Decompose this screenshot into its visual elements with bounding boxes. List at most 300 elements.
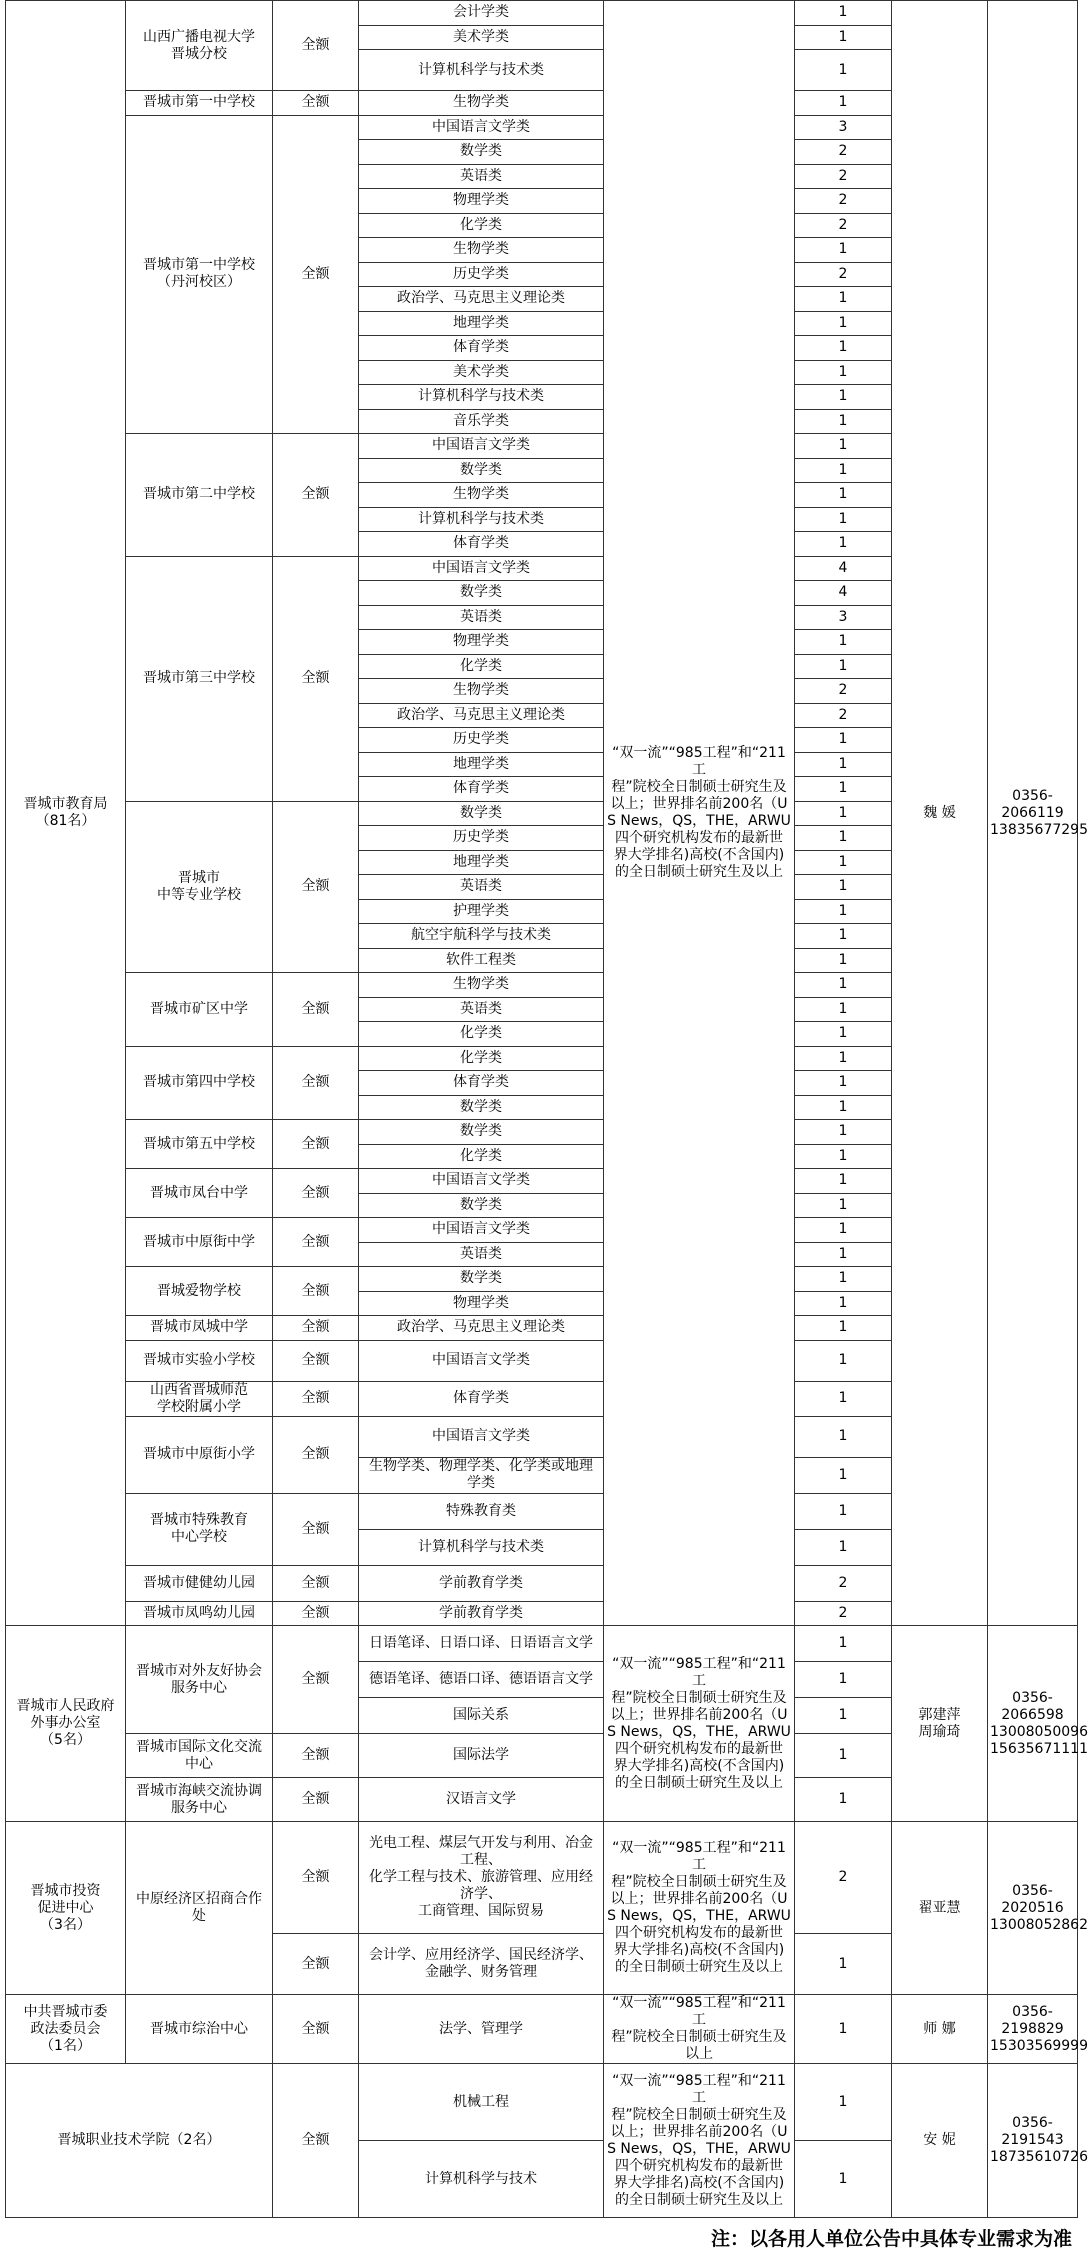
- major-text: 学前教育学类: [439, 1604, 523, 1621]
- major-text: 政治学、马克思主义理论类: [397, 1319, 565, 1336]
- unit-name-text: 中心: [185, 1755, 213, 1772]
- quota-type-text: 全额: [301, 1604, 330, 1621]
- requirement-text: 界大学排名)高校(不含国内): [613, 1757, 785, 1774]
- major: [359, 91, 604, 116]
- major: [359, 777, 604, 802]
- headcount: [795, 311, 892, 336]
- major-text: 计算机科学与技术类: [418, 1538, 544, 1555]
- major: [359, 924, 604, 949]
- requirement-text: 四个研究机构发布的最新世: [615, 830, 783, 846]
- major-text: 中国语言文学类: [432, 1221, 530, 1238]
- requirement-text: “双一流”“985工程”和“211工: [612, 1655, 786, 1689]
- major-text: 德语笔译、德语口译、德语语言文学: [369, 1671, 593, 1687]
- headcount: [795, 1529, 892, 1565]
- headcount-text: 4: [838, 584, 848, 601]
- major: [359, 605, 604, 630]
- major-text: 学前教育学类: [439, 1574, 523, 1591]
- major: [359, 973, 604, 998]
- headcount-text: 1: [838, 314, 848, 331]
- headcount-text: 1: [838, 1025, 848, 1042]
- unit-name: [126, 1169, 273, 1218]
- headcount-text: 1: [838, 1123, 848, 1140]
- contact-phone-text: 13008050096: [990, 1723, 1088, 1740]
- major-text: 生物学类: [453, 94, 509, 111]
- headcount: [795, 752, 892, 777]
- headcount-text: 1: [838, 1791, 848, 1807]
- headcount-text: 1: [838, 1635, 848, 1651]
- quota-type: [273, 1601, 359, 1626]
- footnote: 注：以各用人单位公告中具体专业需求为准: [710, 2228, 1072, 2250]
- major: [359, 654, 604, 679]
- unit-name: [126, 1, 273, 91]
- major: [359, 409, 604, 434]
- headcount: [795, 1734, 892, 1778]
- major-text: 中国语言文学类: [432, 1172, 530, 1189]
- headcount: [795, 679, 892, 704]
- quota-type-text: 全额: [301, 265, 330, 282]
- major-text: 体育学类: [453, 1390, 509, 1406]
- requirement-text: 四个研究机构发布的最新世: [615, 1740, 783, 1757]
- quota-type: [273, 1340, 359, 1381]
- unit-name: [126, 1120, 273, 1169]
- requirement-text: 程”院校全日制硕士研究生及: [611, 779, 787, 795]
- unit-name: [126, 1601, 273, 1626]
- major: [359, 1340, 604, 1381]
- major: [359, 581, 604, 606]
- major-text: 音乐学类: [453, 412, 509, 429]
- headcount: [795, 140, 892, 165]
- unit-name-text: 学校附属小学: [157, 1398, 241, 1415]
- contact-person-text: 翟亚慧: [918, 1899, 961, 1916]
- major: [359, 1022, 604, 1047]
- unit-name: [126, 1046, 273, 1120]
- headcount: [795, 458, 892, 483]
- contact-phone-text: 13835677295: [990, 821, 1088, 838]
- major: [359, 1046, 604, 1071]
- unit-name-text: 晋城市中原街中学: [143, 1233, 255, 1250]
- major: [359, 1457, 604, 1493]
- major-text: 地理学类: [453, 314, 509, 331]
- major-text: 国际关系: [453, 1707, 509, 1723]
- dept-inv-text: 促进中心: [37, 1899, 94, 1916]
- major: [359, 948, 604, 973]
- headcount: [795, 262, 892, 287]
- quota-type: [273, 1218, 359, 1267]
- headcount-text: 2: [838, 1574, 848, 1591]
- major-text: 生物学类: [453, 976, 509, 993]
- quota-type: [273, 801, 359, 973]
- major: [359, 385, 604, 410]
- quota-type-text: 全额: [301, 1319, 330, 1336]
- major-text: 学类: [467, 1475, 495, 1491]
- unit-name-text: 晋城市凤台中学: [150, 1184, 248, 1201]
- quota-type-text: 全额: [301, 1390, 330, 1406]
- unit-name-text: （丹河校区）: [157, 274, 241, 291]
- major: [359, 728, 604, 753]
- major: [359, 630, 604, 655]
- major-text: 工程、: [460, 1852, 502, 1868]
- dept-edu-text: 晋城市教育局: [23, 796, 108, 812]
- major-text: 生物学类: [453, 486, 509, 503]
- headcount-text: 1: [838, 1294, 848, 1311]
- unit-name-text: 晋城市第一中学校: [143, 257, 255, 274]
- headcount: [795, 777, 892, 802]
- headcount-text: 1: [838, 657, 848, 674]
- contact-person-text: 魏 媛: [923, 804, 956, 821]
- major-text: 体育学类: [453, 780, 509, 797]
- contact-phone-text: 13008052862: [990, 1916, 1088, 1933]
- headcount-text: 1: [838, 1172, 848, 1189]
- quota-type: [273, 1565, 359, 1601]
- major: [359, 164, 604, 189]
- major-text: 日语笔译、日语口译、日语语言文学: [369, 1635, 593, 1651]
- quota-type: [273, 1416, 359, 1493]
- headcount-text: 1: [838, 1955, 848, 1972]
- major-text: 物理学类: [453, 633, 509, 650]
- headcount: [795, 115, 892, 140]
- headcount: [795, 1193, 892, 1218]
- headcount: [795, 605, 892, 630]
- unit-name-text: 晋城市: [178, 869, 220, 886]
- requirement-text: 以上；世界排名前200名（U: [610, 1891, 788, 1907]
- unit-name: [126, 1995, 273, 2064]
- quota-type-text: 全额: [301, 1135, 330, 1152]
- major-text: 特殊教育类: [446, 1502, 516, 1519]
- headcount-text: 1: [838, 290, 848, 307]
- unit-name-text: 晋城市对外友好协会: [136, 1662, 262, 1679]
- unit-name-text: 晋城爱物学校: [157, 1282, 241, 1299]
- dept-inv-text: 晋城市投资: [30, 1882, 101, 1899]
- major-text: 历史学类: [453, 265, 509, 282]
- quota-type: [273, 434, 359, 557]
- table-row: [6, 2064, 1078, 2141]
- contact-phone-text: 0356-2191543: [1001, 2115, 1064, 2148]
- quota-type: [273, 1734, 359, 1778]
- quota-type-text: 全额: [301, 670, 330, 686]
- headcount-text: 3: [838, 608, 848, 625]
- major: [359, 1144, 604, 1169]
- quota-type-text: 全额: [301, 1747, 330, 1763]
- requirement-text: S News，QS，THE，ARWU: [607, 1723, 791, 1740]
- quota-type-text: 全额: [301, 1791, 330, 1807]
- major: [359, 262, 604, 287]
- headcount: [795, 507, 892, 532]
- headcount: [795, 1144, 892, 1169]
- quota-type: [273, 973, 359, 1047]
- headcount-text: 1: [838, 755, 848, 772]
- unit-name-text: 晋城市第五中学校: [143, 1135, 255, 1152]
- major: [359, 50, 604, 91]
- contact-phone: [988, 1626, 1088, 1822]
- contact-phone-text: 15635671111: [990, 1740, 1088, 1757]
- dept-pol-text: （1名）: [40, 2037, 91, 2054]
- headcount-text: 1: [838, 804, 848, 821]
- headcount: [795, 1340, 892, 1381]
- requirement-text: 的全日制硕士研究生及以上: [615, 1959, 783, 1975]
- major: [359, 1493, 604, 1529]
- headcount: [795, 899, 892, 924]
- major: [359, 1734, 604, 1778]
- major-text: 法学、管理学: [439, 2020, 523, 2037]
- major-text: 数学类: [460, 804, 502, 821]
- table-row: [6, 1822, 1078, 1934]
- major-text: 中国语言文学类: [432, 559, 530, 576]
- dept-fao-text: （5名）: [40, 1732, 91, 1748]
- contact-phone-text: 15303569999: [990, 2037, 1088, 2054]
- headcount: [795, 1626, 892, 1662]
- quota-type-text: 全额: [301, 1520, 330, 1537]
- major-text: 航空宇航科学与技术类: [411, 927, 551, 944]
- headcount: [795, 1071, 892, 1096]
- major: [359, 1267, 604, 1292]
- headcount-text: 2: [838, 1604, 848, 1621]
- quota-type: [273, 1120, 359, 1169]
- major: [359, 532, 604, 557]
- major: [359, 679, 604, 704]
- headcount: [795, 360, 892, 385]
- quota-type-text: 全额: [301, 878, 330, 895]
- contact-person-text: 师 娜: [923, 2020, 956, 2037]
- headcount: [795, 385, 892, 410]
- quota-type: [273, 1267, 359, 1316]
- headcount: [795, 213, 892, 238]
- unit-name-text: 中心学校: [171, 1529, 227, 1545]
- contact-person: [892, 1626, 988, 1822]
- quota-type: [273, 1316, 359, 1341]
- major-text: 机械工程: [453, 2093, 509, 2110]
- major-text: 生物学类: [453, 682, 509, 699]
- major-text: 数学类: [460, 143, 502, 160]
- headcount-text: 1: [838, 2093, 848, 2110]
- headcount-text: 1: [838, 412, 848, 429]
- headcount: [795, 654, 892, 679]
- table-row: [6, 1626, 1078, 1662]
- unit-name: [126, 973, 273, 1047]
- major-text: 中国语言文学类: [432, 437, 530, 454]
- unit-name-text: 处: [192, 1908, 206, 1924]
- requirement-text: 的全日制硕士研究生及以上: [615, 1774, 783, 1791]
- headcount: [795, 1291, 892, 1316]
- major: [359, 875, 604, 900]
- unit-name-text: 晋城市国际文化交流: [136, 1738, 262, 1755]
- major: [359, 1193, 604, 1218]
- quota-type-text: 全额: [301, 2132, 330, 2148]
- quota-type: [273, 1778, 359, 1822]
- contact-person-text: 郭建萍: [918, 1706, 961, 1723]
- headcount-text: 1: [838, 927, 848, 944]
- unit-name-text: 晋城市海峡交流协调: [136, 1782, 262, 1799]
- headcount-text: 1: [838, 878, 848, 895]
- unit-name: [126, 115, 273, 434]
- major-text: 数学类: [460, 1270, 502, 1287]
- headcount-text: 1: [838, 2170, 848, 2187]
- quota-type-text: 全额: [301, 1282, 330, 1299]
- dept-pol-text: 政法委员会: [30, 2020, 101, 2037]
- dept-fao-text: 晋城市人民政府: [16, 1698, 115, 1714]
- headcount: [795, 164, 892, 189]
- major-text: 英语类: [460, 1245, 502, 1262]
- unit-name-text: 晋城市第二中学校: [143, 486, 255, 503]
- contact-phone: [988, 2064, 1088, 2218]
- unit-name-text: 中原经济区招商合作: [136, 1891, 262, 1907]
- major-text: 计算机科学与技术类: [418, 61, 544, 78]
- dept-edu: [6, 1, 126, 1626]
- quota-type-text: 全额: [301, 94, 330, 111]
- unit-name: [126, 91, 273, 116]
- headcount: [795, 409, 892, 434]
- requirement-text: 的全日制硕士研究生及以上: [615, 864, 783, 880]
- headcount-text: 1: [838, 731, 848, 748]
- major: [359, 1529, 604, 1565]
- headcount: [795, 189, 892, 214]
- headcount-text: 3: [838, 118, 848, 135]
- headcount-text: 1: [838, 976, 848, 993]
- major: [359, 213, 604, 238]
- major: [359, 1095, 604, 1120]
- major-text: 体育学类: [453, 535, 509, 552]
- contact-person-text: 安 妮: [923, 2132, 956, 2148]
- requirement: [604, 2064, 795, 2218]
- requirement-text: 四个研究机构发布的最新世: [615, 1925, 783, 1941]
- unit-name-text: 晋城市矿区中学: [150, 1000, 248, 1017]
- headcount-text: 1: [838, 1428, 848, 1444]
- requirement-text: 界大学排名)高校(不含国内): [613, 847, 785, 863]
- major-text: 数学类: [460, 1123, 502, 1140]
- headcount-text: 1: [838, 1049, 848, 1066]
- unit-name-text: 服务中心: [171, 1799, 227, 1816]
- quota-type-text: 全额: [301, 1955, 330, 1972]
- major-text: 地理学类: [453, 853, 509, 870]
- requirement-text: 程”院校全日制硕士研究生及: [611, 1689, 787, 1706]
- major: [359, 483, 604, 508]
- headcount: [795, 1267, 892, 1292]
- headcount-text: 1: [838, 1147, 848, 1164]
- headcount: [795, 826, 892, 851]
- major: [359, 287, 604, 312]
- unit-name-text: 晋城市健健幼儿园: [143, 1574, 255, 1591]
- major-text: 化学类: [460, 657, 502, 674]
- headcount: [795, 25, 892, 50]
- major-text: 美术学类: [453, 28, 509, 45]
- headcount: [795, 2064, 892, 2141]
- headcount: [795, 1316, 892, 1341]
- headcount: [795, 728, 892, 753]
- requirement: [604, 1995, 795, 2064]
- headcount-text: 1: [838, 486, 848, 503]
- major-text: 数学类: [460, 1098, 502, 1115]
- major-text: 计算机科学与技术类: [418, 510, 544, 527]
- major: [359, 1601, 604, 1626]
- quota-type-text: 全额: [301, 1074, 330, 1091]
- major-text: 计算机科学与技术类: [418, 388, 544, 405]
- headcount: [795, 581, 892, 606]
- requirement-text: S News，QS，THE，ARWU: [607, 2140, 791, 2157]
- headcount: [795, 948, 892, 973]
- major: [359, 1416, 604, 1457]
- dept-voc: [6, 2064, 273, 2218]
- major-text: 软件工程类: [446, 951, 516, 968]
- major-text: 政治学、马克思主义理论类: [397, 706, 565, 723]
- unit-name: [126, 1822, 273, 1995]
- recruitment-table: [5, 0, 1088, 2218]
- headcount-text: 1: [838, 951, 848, 968]
- headcount-text: 1: [838, 363, 848, 380]
- major: [359, 1626, 604, 1662]
- unit-name-text: 晋城市综治中心: [150, 2020, 248, 2037]
- headcount-text: 1: [838, 535, 848, 552]
- major-text: 数学类: [460, 461, 502, 478]
- dept-edu-text: （81名）: [35, 813, 96, 829]
- major-text: 金融学、财务管理: [425, 1964, 537, 1980]
- headcount-text: 1: [838, 94, 848, 111]
- unit-name: [126, 1340, 273, 1381]
- major-text: 工商管理、国际贸易: [418, 1903, 544, 1919]
- major: [359, 1565, 604, 1601]
- contact-phone-text: 0356-2020516: [1001, 1882, 1064, 1916]
- major: [359, 336, 604, 361]
- major: [359, 1934, 604, 1995]
- headcount-text: 2: [838, 706, 848, 723]
- major: [359, 1381, 604, 1416]
- major-text: 体育学类: [453, 1074, 509, 1091]
- major: [359, 1291, 604, 1316]
- major-text: 中国语言文学类: [432, 118, 530, 135]
- unit-name: [126, 1493, 273, 1565]
- contact-person: [892, 2064, 988, 2218]
- unit-name: [126, 1734, 273, 1778]
- major: [359, 801, 604, 826]
- quota-type: [273, 556, 359, 801]
- headcount: [795, 1995, 892, 2064]
- headcount: [795, 1242, 892, 1267]
- requirement: [604, 1, 795, 1626]
- headcount-text: 2: [838, 167, 848, 184]
- major: [359, 556, 604, 581]
- headcount-text: 1: [838, 1747, 848, 1763]
- major-text: 光电工程、煤层气开发与利用、冶金: [369, 1835, 593, 1851]
- major: [359, 1169, 604, 1194]
- headcount: [795, 1662, 892, 1698]
- dept-inv: [6, 1822, 126, 1995]
- major-text: 国际法学: [453, 1747, 509, 1763]
- headcount: [795, 287, 892, 312]
- quota-type: [273, 115, 359, 434]
- major: [359, 1698, 604, 1734]
- dept-fao-text: 外事办公室: [30, 1715, 101, 1731]
- major-text: 政治学、马克思主义理论类: [397, 290, 565, 307]
- major-text: 数学类: [460, 1196, 502, 1213]
- quota-type: [273, 1934, 359, 1995]
- major: [359, 1995, 604, 2064]
- headcount: [795, 801, 892, 826]
- headcount: [795, 1698, 892, 1734]
- unit-name: [126, 1218, 273, 1267]
- major: [359, 1822, 604, 1934]
- major-text: 英语类: [460, 167, 502, 184]
- major-text: 汉语言文学: [446, 1791, 516, 1807]
- quota-type-text: 全额: [301, 1184, 330, 1201]
- headcount: [795, 1095, 892, 1120]
- requirement-text: 以上；世界排名前200名（U: [610, 796, 788, 812]
- major: [359, 826, 604, 851]
- unit-name: [126, 1267, 273, 1316]
- headcount-text: 1: [838, 1707, 848, 1723]
- contact-person: [892, 1, 988, 1626]
- headcount: [795, 1934, 892, 1995]
- headcount: [795, 1493, 892, 1529]
- quota-type-text: 全额: [301, 1574, 330, 1591]
- major-text: 生物学类: [453, 241, 509, 258]
